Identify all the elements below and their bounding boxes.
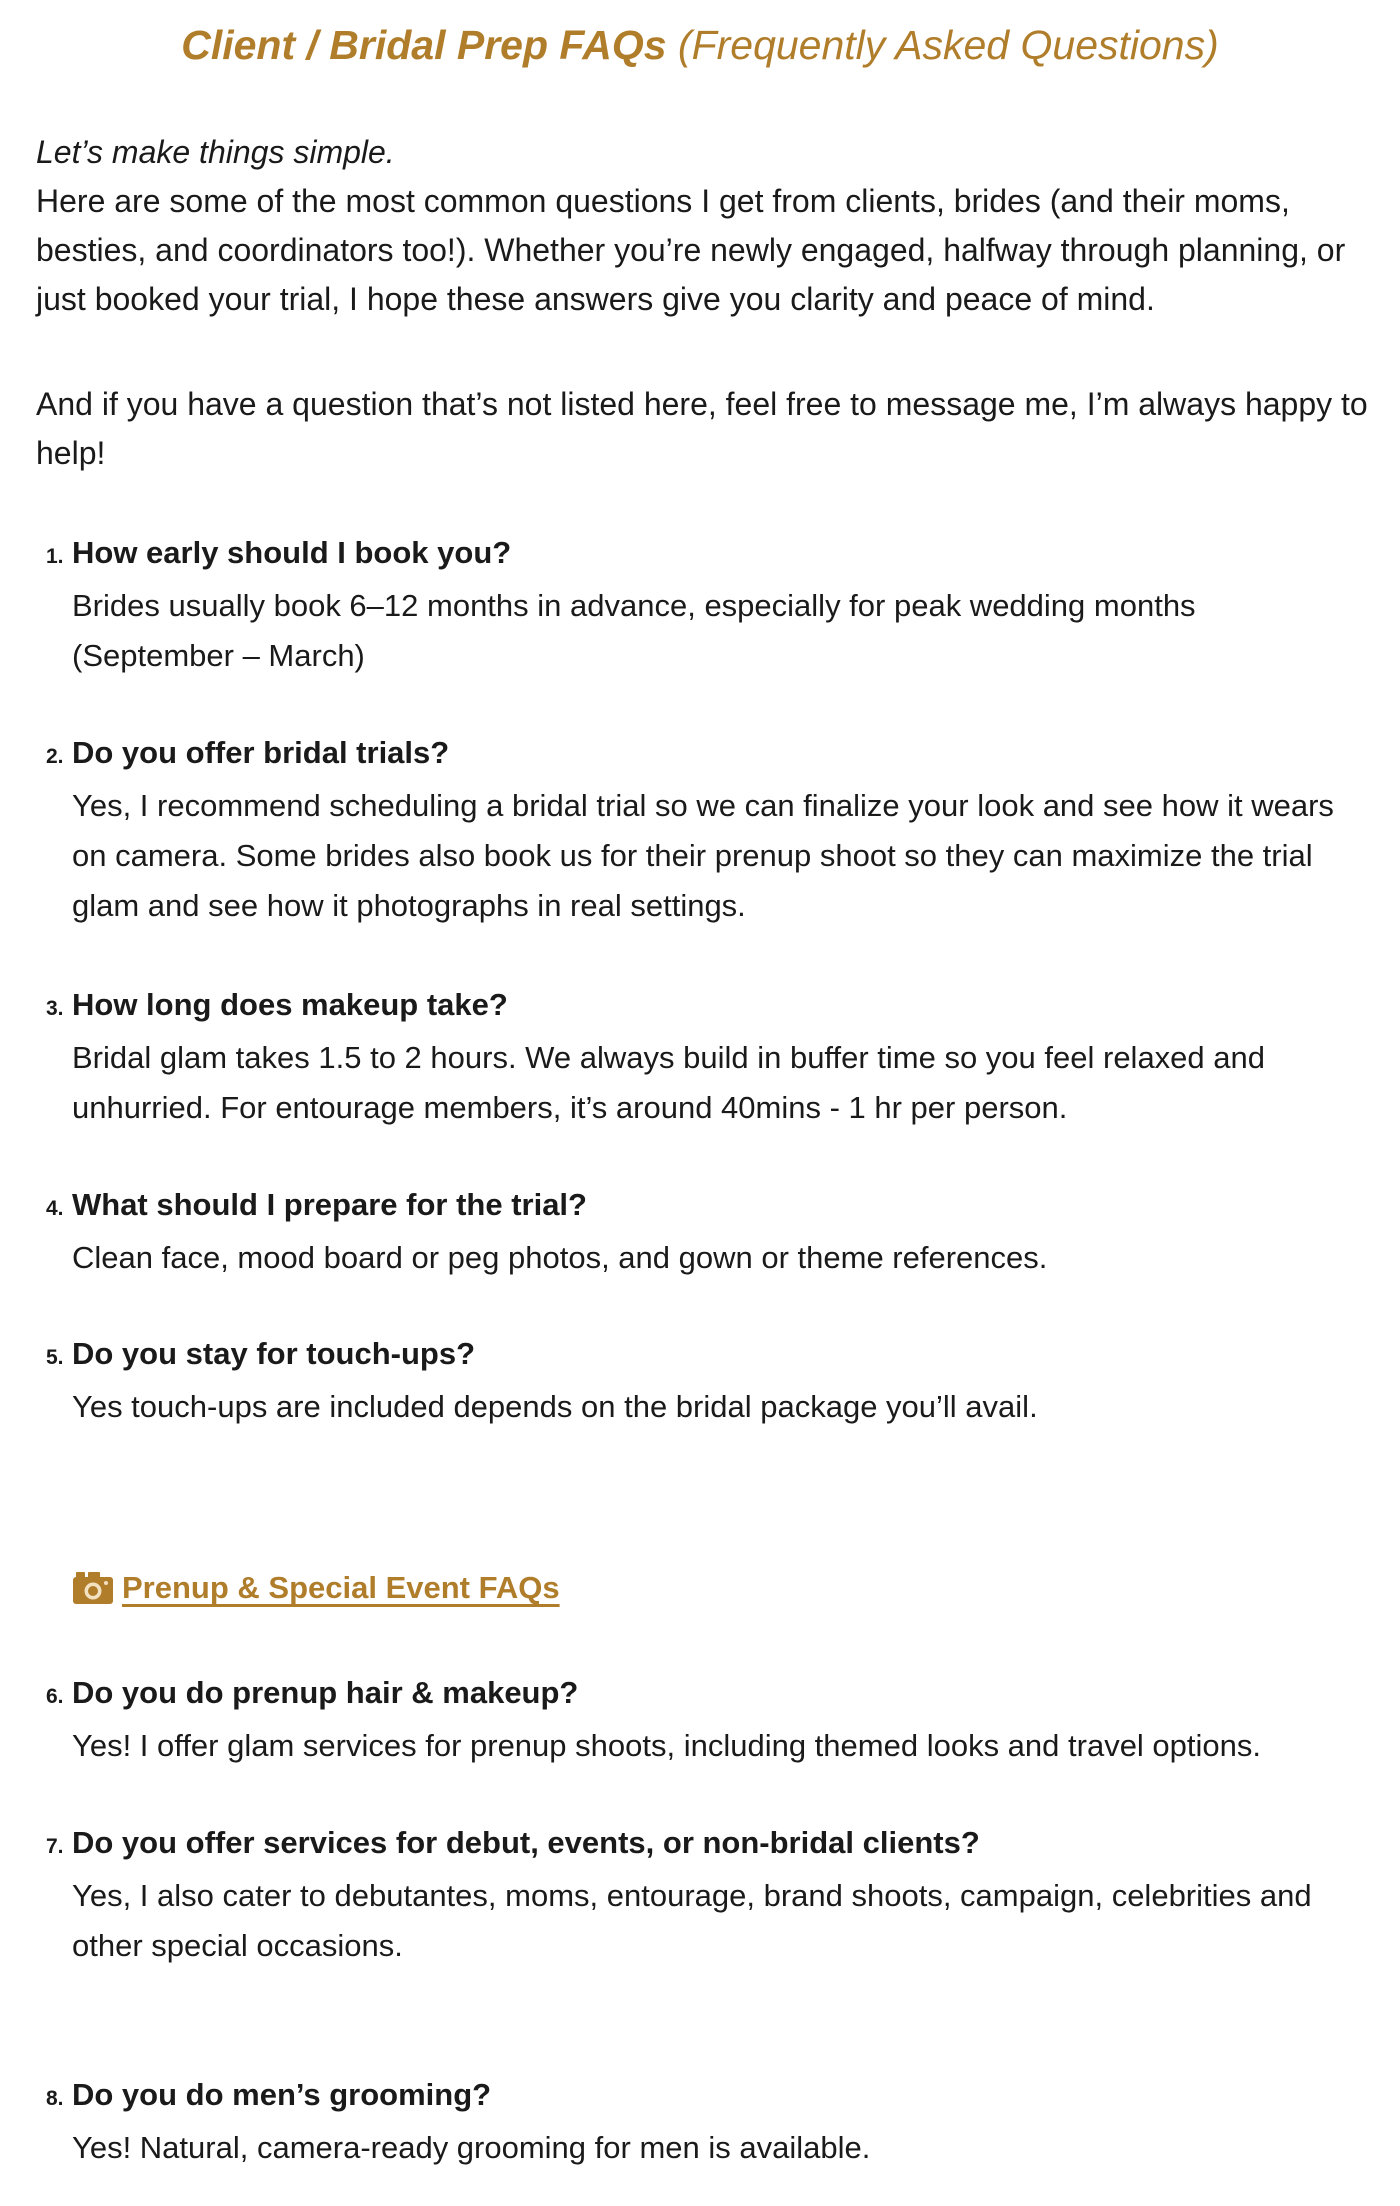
faq-question-text: How early should I book you? [72, 535, 512, 570]
faq-answer: Yes, I also cater to debutantes, moms, entourage, brand shoots, campaign, celebrities and other special occasions. [72, 1878, 1312, 1963]
faq-question [46, 1818, 1366, 1871]
faq-answer: Clean face, mood board or peg photos, and gown or theme references. [72, 1240, 1048, 1275]
faq-item [46, 728, 1366, 931]
faq-number: 5. [46, 1346, 64, 1369]
faq-answer: Yes, I recommend scheduling a bridal trial so we can finalize your look and see how it wears on camera. Some brides also book us for their prenup shoot so they can maximize the trial glam and see how it photographs in real settings. [72, 788, 1334, 923]
faq-question-text: How long does makeup take? [72, 987, 508, 1022]
faq-question-text: Do you offer services for debut, events, or non-bridal clients? [72, 1825, 980, 1860]
faq-question-text: What should I prepare for the trial? [72, 1187, 587, 1222]
intro-tagline: Let’s make things simple. [36, 134, 395, 170]
faq-question-text: Do you do men’s grooming? [72, 2077, 492, 2112]
faq-answer: Brides usually book 6–12 months in advance, especially for peak wedding months (September – March) [72, 588, 1196, 673]
faq-number: 1. [46, 545, 64, 568]
faq-question-text: Do you do prenup hair & makeup? [72, 1675, 579, 1710]
intro-paragraph-2: And if you have a question that’s not listed here, feel free to message me, I’m always happy to help! [36, 386, 1368, 471]
faq-answer: Bridal glam takes 1.5 to 2 hours. We always build in buffer time so you feel relaxed and unhurried. For entourage members, it’s around 40mins - 1 hr per person. [72, 1040, 1266, 1125]
section-heading [72, 1570, 560, 1606]
faq-question [46, 1180, 1366, 1233]
page-title [0, 22, 1400, 69]
faq-item [46, 1818, 1366, 1971]
faq-question [46, 980, 1366, 1033]
faq-answer: Yes! I offer glam services for prenup shoots, including themed looks and travel options. [72, 1728, 1262, 1763]
faq-question [46, 728, 1366, 781]
faq-item [46, 1668, 1366, 1771]
faq-number: 3. [46, 997, 64, 1020]
faq-question [46, 2070, 1366, 2123]
faq-item [46, 528, 1366, 681]
faq-number: 4. [46, 1197, 64, 1220]
page-title-subtitle: (Frequently Asked Questions) [677, 22, 1219, 68]
faq-question [46, 1329, 1366, 1382]
intro-paragraph-1: Here are some of the most common questions I get from clients, brides (and their moms, besties, and coordinators too!). Whether you’re newly engaged, halfway through planning, or just booked your trial, I hope these answers give you clarity and peace of mind. [36, 183, 1346, 317]
faq-item [46, 1180, 1366, 1283]
faq-item [46, 980, 1366, 1133]
faq-number: 6. [46, 1685, 64, 1708]
faq-question-text: Do you offer bridal trials? [72, 735, 450, 770]
section-heading-text: Prenup & Special Event FAQs [122, 1570, 560, 1605]
faq-question [46, 1668, 1366, 1721]
faq-question-text: Do you stay for touch-ups? [72, 1336, 475, 1371]
faq-item [46, 1329, 1366, 1432]
faq-item [46, 2070, 1366, 2173]
faq-question [46, 528, 1366, 581]
faq-number: 8. [46, 2087, 64, 2110]
page-title-main: Client / Bridal Prep FAQs [181, 22, 667, 68]
faq-answer: Yes touch-ups are included depends on the bridal package you’ll avail. [72, 1389, 1038, 1424]
faq-number: 7. [46, 1835, 64, 1858]
faq-number: 2. [46, 745, 64, 768]
faq-answer: Yes! Natural, camera-ready grooming for men is available. [72, 2130, 871, 2165]
camera-icon [72, 1570, 114, 1606]
